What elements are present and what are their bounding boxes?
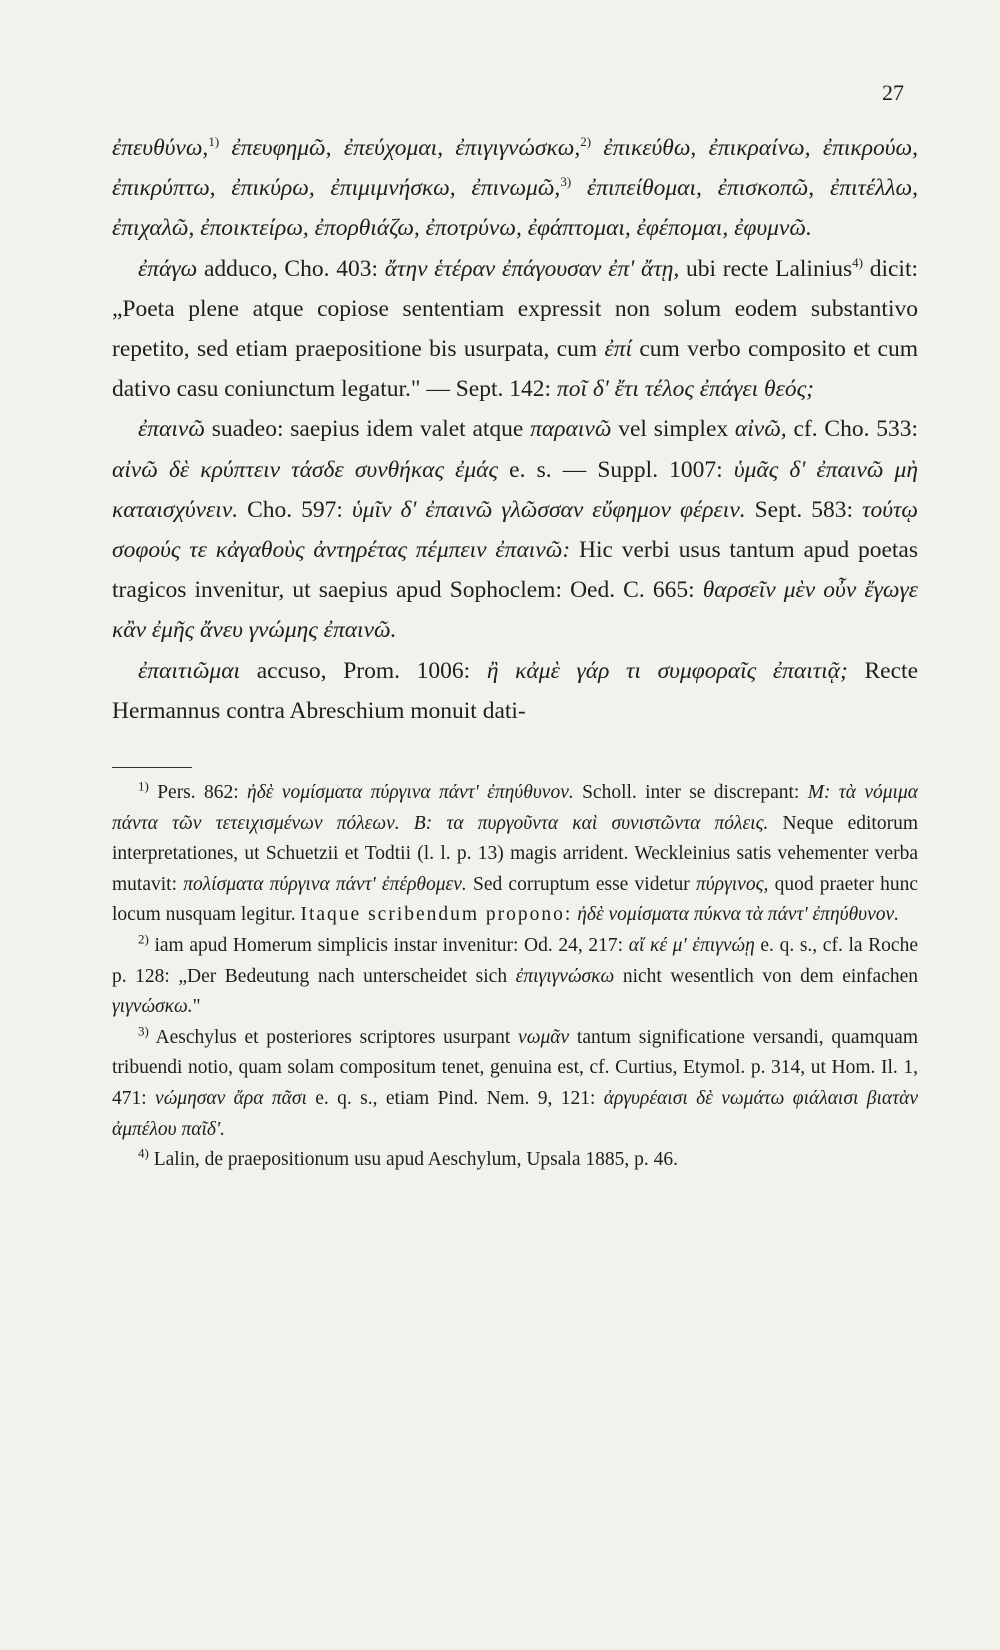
spaced-text: Itaque scribendum propono: [300, 904, 573, 926]
text-run: iam apud Homerum simplicis instar invenitur: Od. 24, 217: [148, 935, 629, 957]
text-run: ubi recte Lalinius [679, 255, 853, 282]
greek-text: νωμᾶν [518, 1026, 570, 1048]
greek-text: πολίσματα πύργινα πάντ' ἐπέρθομεν. [183, 873, 467, 895]
greek-text: ἐπευθύνω, [112, 135, 209, 161]
greek-text: ἐπευφημῶ, ἐπεύχομαι, ἐπιγιγνώσκω, [219, 135, 581, 161]
greek-text: ἐπάγω [138, 255, 198, 282]
greek-text: ἀργυρέαισι δὲ νωμάτω φιάλαισι βιατὰν ἀμπέλου παῖδ'. [112, 1087, 918, 1140]
text-run: Scholl. inter se discrepant: [573, 782, 808, 804]
footnote-marker: 2) [580, 134, 592, 150]
main-text [112, 128, 918, 731]
text-run: nicht wesentlich von dem einfachen [614, 965, 919, 987]
text-run: e. s. — Suppl. 1007: [498, 456, 734, 483]
footnote [112, 1145, 918, 1176]
greek-text: νώμησαν ἄρα πᾶσι [155, 1087, 307, 1109]
text-run: accuso, Prom. 1006: [240, 657, 487, 684]
greek-text: αἰνῶ δὲ κρύπτειν τάσδε συνθήκας ἐμάς [112, 456, 499, 483]
text-run: Aeschylus et posteriores scriptores usurpant [148, 1026, 519, 1048]
footnote [112, 778, 918, 931]
greek-text: ἠδὲ νομίσματα πύργινα πάντ' ἐπηύθυνον. [247, 782, 574, 804]
paragraph [112, 409, 918, 650]
greek-text: ἠδὲ νομίσματα πύκνα τὰ πάντ' ἐπηύθυνον. [577, 904, 900, 926]
greek-text: πύργινος, [695, 873, 769, 895]
text-run: Neque editorum interpretationes, ut Schuetzii et Todtii (l. l. p. 13) magis arrident. Weckleinius satis vehementer verba mutavit: [112, 812, 918, 895]
footnote [112, 1023, 918, 1145]
footnote-marker: 1) [208, 134, 220, 150]
footnote-marker: 3) [138, 1023, 149, 1039]
greek-text: ἐπικεύθω, ἐπικραίνω, ἐπικρούω, ἐπικρύπτω, ἐπικύρω, ἐπιμιμνήσκω, ἐπινωμῶ, [112, 135, 918, 202]
text-run: e. q. s., etiam Pind. Nem. 9, 121: [306, 1087, 604, 1109]
footnote-rule [112, 767, 192, 768]
text-run: Sept. 583: [745, 496, 863, 523]
greek-text: ἢ κἀμὲ γάρ τι συμφοραῖς ἐπαιτιᾷ; [486, 657, 848, 684]
greek-text: M: τὰ νόμιμα πάντα τῶν τετειχισμένων πόλεων. B: τα πυργοῦντα καὶ συνιστῶντα πόλεις. [112, 782, 918, 834]
text-run: adduco, Cho. 403: [197, 255, 385, 282]
greek-text: ἐπί [604, 336, 633, 363]
greek-text: ἐπιπείθομαι, ἐπισκοπῶ, ἐπιτέλλω, ἐπιχαλῶ, ἐποικτείρω, ἐπορθιάζω, ἐποτρύνω, ἐφάπτομαι, ἐφέπομαι, ἐφυμνῶ. [112, 175, 919, 242]
greek-text: γιγνώσκω. [112, 996, 193, 1018]
footnote-marker: 2) [138, 931, 149, 947]
footnote-marker: 3) [560, 174, 572, 190]
greek-text: ποῖ δ' ἔτι τέλος ἐπάγει θεός; [556, 376, 814, 403]
footnote-marker: 4) [852, 254, 863, 270]
text-run: cf. Cho. 533: [786, 416, 919, 443]
text-run: Hic verbi usus tantum apud poetas tragicos invenitur, ut saepius apud Sophoclem: Oed. C. 665: [112, 537, 918, 604]
greek-text: ἐπαινῶ [138, 416, 205, 443]
greek-text: παραινῶ [530, 416, 612, 443]
greek-text: ἐπιγιγνώσκω [515, 965, 615, 987]
greek-text: ὑμῖν δ' ἐπαινῶ γλῶσσαν εὔφημον φέρειν. [351, 496, 746, 523]
greek-text: ἐπαιτιῶμαι [138, 657, 241, 684]
text-run: Lalin, de praepositionum usu apud Aeschylum, Upsala 1885, p. 46. [148, 1149, 678, 1171]
paragraph [112, 651, 918, 731]
footnote-marker: 4) [138, 1145, 149, 1161]
greek-text: τούτῳ σοφούς τε κἀγαθοὺς ἀντηρέτας πέμπειν ἐπαινῶ: [112, 496, 918, 564]
greek-text: αἴ κέ μ' ἐπιγνώῃ [628, 935, 755, 957]
text-run: Recte Hermannus contra Abreschium monuit dati- [112, 657, 919, 724]
text-run: Sed corruptum esse videtur [466, 873, 696, 895]
greek-text: ὑμᾶς δ' ἐπαινῶ μὴ καταισχύνειν. [112, 456, 918, 523]
greek-text: αἰνῶ, [734, 416, 787, 443]
text-run: dicit: „Poeta plene atque copiose sententiam expressit non solum eodem substantivo repetito, sed etiam praepositione bis usurpata, cum [112, 255, 919, 363]
footnotes [112, 778, 918, 1176]
greek-text: θαρσεῖν μὲν οὖν ἔγωγε κἂν ἐμῆς ἄνευ γνώμης ἐπαινῶ. [112, 577, 918, 644]
paragraph [112, 249, 918, 410]
greek-text: ἄτην ἑτέραν ἐπάγουσαν ἐπ' ἄτῃ, [384, 255, 680, 282]
text-run: e. q. s., cf. la Roche p. 128: „Der Bedeutung nach unterscheidet sich [112, 935, 918, 987]
text-run: cum verbo composito et cum dativo casu coniunctum legatur." — Sept. 142: [112, 336, 918, 403]
text-run: tantum significatione versandi, quamquam tribuendi notio, quam solam compositum tenet, genuina est, cf. Curtius, Etymol. p. 314, ut Hom. Il. 1, 471: [112, 1026, 918, 1109]
text-run: suadeo: saepius idem valet atque [204, 416, 531, 443]
page-number: 27 [882, 80, 904, 105]
footnote-marker: 1) [138, 778, 149, 794]
text-run: vel simplex [611, 416, 735, 443]
text-run: quod praeter hunc locum nusquam legitur. [112, 873, 918, 926]
text-run: Pers. 862: [148, 782, 248, 804]
text-run: " [192, 996, 201, 1018]
footnote [112, 931, 918, 1023]
text-run: Cho. 597: [238, 496, 352, 523]
paragraph [112, 128, 918, 249]
